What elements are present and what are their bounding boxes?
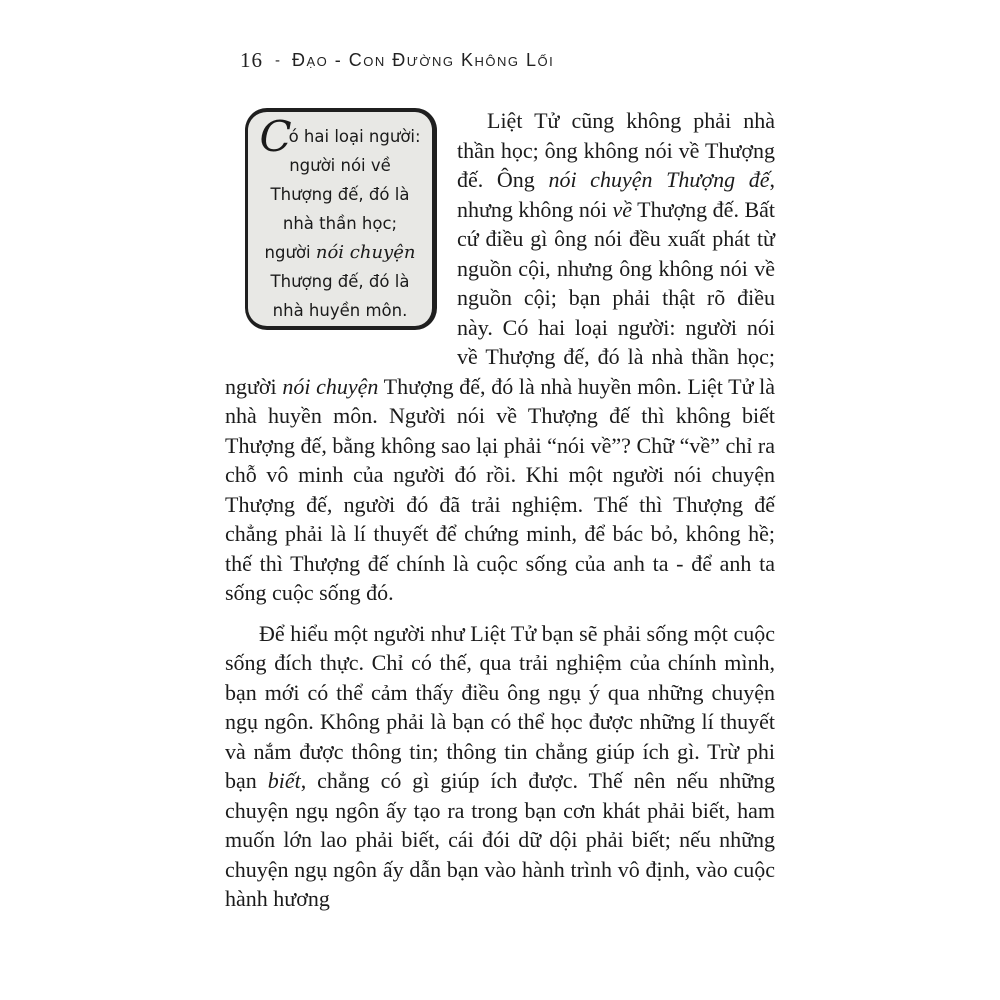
text-run: Liệt Tử cũng không phải nhà thần học; ông không nói về Thượng đế. Ông <box>457 108 775 192</box>
header-separator: - <box>275 52 280 69</box>
drop-cap-letter: C <box>259 112 289 161</box>
page-header <box>240 48 554 73</box>
pull-quote-box <box>245 108 437 330</box>
page-number: 16 <box>240 48 263 72</box>
text-run: Thượng đế, đó là nhà huyền môn. <box>270 272 410 320</box>
text-run: biết <box>267 768 301 793</box>
page-content <box>225 106 775 914</box>
text-run: , nhưng không nói <box>457 167 775 222</box>
text-run: Thượng đế, đó là nhà huyền môn. Liệt Tử là nhà huyền môn. Người nói về Thượng đế thì không biết Thượng đế, bằng không sao lại phải “nói về”? Chữ “về” chỉ ra chỗ vô minh của người đó rồi. Khi một người nói chuyện Thượng đế, người đó đã trải nghiệm. Thế thì Thượng đế chẳng phải là lí thuyết để chứng minh, để bác bỏ, không hề; thế thì Thượng đế chính là cuộc sống của anh ta - để anh ta sống cuộc sống đó. <box>225 373 776 605</box>
text-run: nói chuyện Thượng đế <box>548 167 770 192</box>
paragraph-2 <box>225 619 775 914</box>
text-run: Thượng đế. Bất cứ điều gì ông nói đều xuất phát từ nguồn cội, nhưng ông không nói về nguồn cội; bạn phải thật rõ điều này. Có hai loại người: người nói về Thượng đế, đó là nhà thần học; người <box>225 196 775 399</box>
text-run: nói chuyện <box>282 373 379 399</box>
text-run: , chẳng có gì giúp ích được. Thế nên nếu những chuyện ngụ ngôn ấy tạo ra trong bạn cơn khát phải biết, ham muốn lớn lao phải biết, cái đói dữ dội phải biết; nếu những chuyện ngụ ngôn ấy dẫn bạn vào hành trình vô định, vào cuộc hành hương <box>225 768 775 911</box>
text-run: nói chuyện <box>315 242 416 263</box>
book-title: Đạo - Con Đường Không Lối <box>292 50 555 70</box>
text-run: ó hai loại người: người nói về Thượng đế, đó là nhà thần học; người <box>264 127 421 262</box>
text-run: Để hiểu một người như Liệt Tử bạn sẽ phải sống một cuộc sống đích thực. Chỉ có thế, qua trải nghiệm của chính mình, bạn mới có thể cảm thấy điều ông ngụ ý qua những chuyện ngụ ngôn. Không phải là bạn có thể học được những lí thuyết và nắm được thông tin; thông tin chẳng giúp ích gì. Trừ phi bạn <box>225 620 775 793</box>
text-run: về <box>612 196 633 222</box>
